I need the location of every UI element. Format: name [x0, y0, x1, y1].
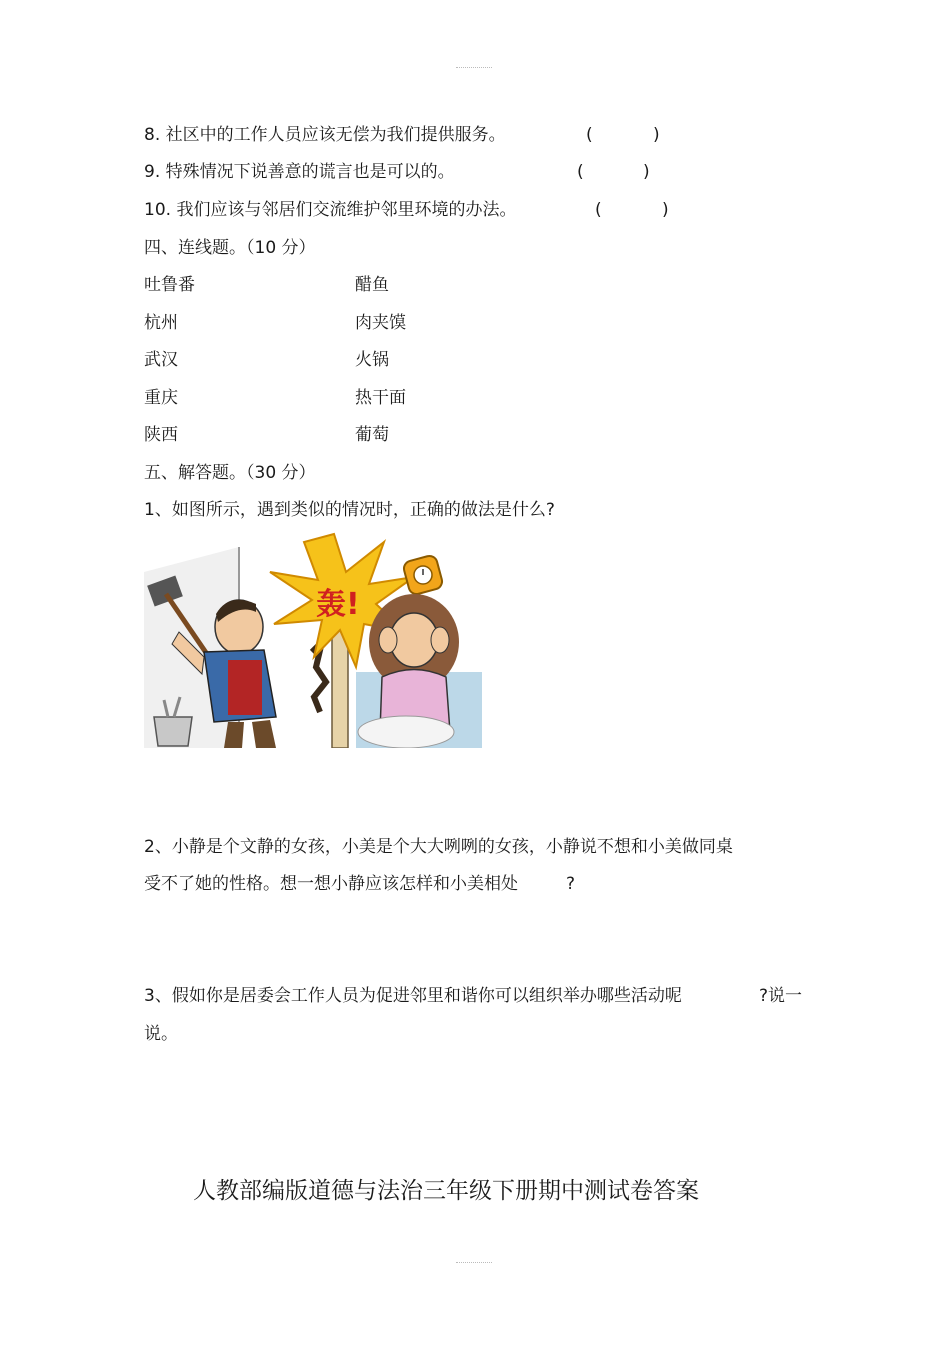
tf-9-paren-open: ( — [577, 162, 584, 182]
match-right-2: 肉夹馍 — [355, 313, 406, 333]
match-left-1: 吐鲁番 — [144, 275, 195, 295]
tf-9-paren-close: ) — [643, 162, 650, 182]
match-left-5: 陕西 — [144, 425, 178, 445]
tf-item-9: 9. 特殊情况下说善意的谎言也是可以的。 — [144, 162, 455, 182]
question-3-line-2: 说。 — [144, 1024, 178, 1044]
question-3-line-1: 3、假如你是居委会工作人员为促进邻里和谐你可以组织举办哪些活动呢 — [144, 986, 682, 1006]
tf-8-paren-close: ) — [653, 125, 660, 145]
footer-dots — [456, 1262, 492, 1264]
answer-section-title: 人教部编版道德与法治三年级下册期中测试卷答案 — [193, 1178, 699, 1204]
clock-icon — [402, 554, 444, 596]
tf-10-paren-close: ) — [662, 200, 669, 220]
question-2-line-2: 受不了她的性格。想一想小静应该怎样和小美相处 — [144, 874, 518, 894]
tf-8-paren-open: ( — [586, 125, 593, 145]
tf-item-8: 8. 社区中的工作人员应该无偿为我们提供服务。 — [144, 125, 506, 145]
match-left-3: 武汉 — [144, 350, 178, 370]
match-right-4: 热干面 — [355, 388, 406, 408]
tf-item-10: 10. 我们应该与邻居们交流维护邻里环境的办法。 — [144, 200, 517, 220]
noise-illustration — [144, 532, 482, 748]
question-3-tail: ?说一 — [759, 986, 803, 1006]
section-5-title: 五、解答题。（30 分） — [144, 463, 316, 483]
question-2-line-1: 2、小静是个文静的女孩，小美是个大大咧咧的女孩，小静说不想和小美做同桌 — [144, 837, 733, 857]
question-2-mark: ? — [566, 874, 576, 894]
section-4-title: 四、连线题。（10 分） — [144, 238, 316, 258]
question-1: 1、如图所示，遇到类似的情况时，正确的做法是什么? — [144, 500, 555, 520]
burst-text: 轰! — [316, 587, 360, 622]
match-right-1: 醋鱼 — [355, 275, 389, 295]
match-left-2: 杭州 — [144, 313, 178, 333]
match-right-5: 葡萄 — [355, 425, 389, 445]
header-dots — [456, 67, 492, 69]
tf-10-paren-open: ( — [595, 200, 602, 220]
match-left-4: 重庆 — [144, 388, 178, 408]
match-right-3: 火锅 — [355, 350, 389, 370]
